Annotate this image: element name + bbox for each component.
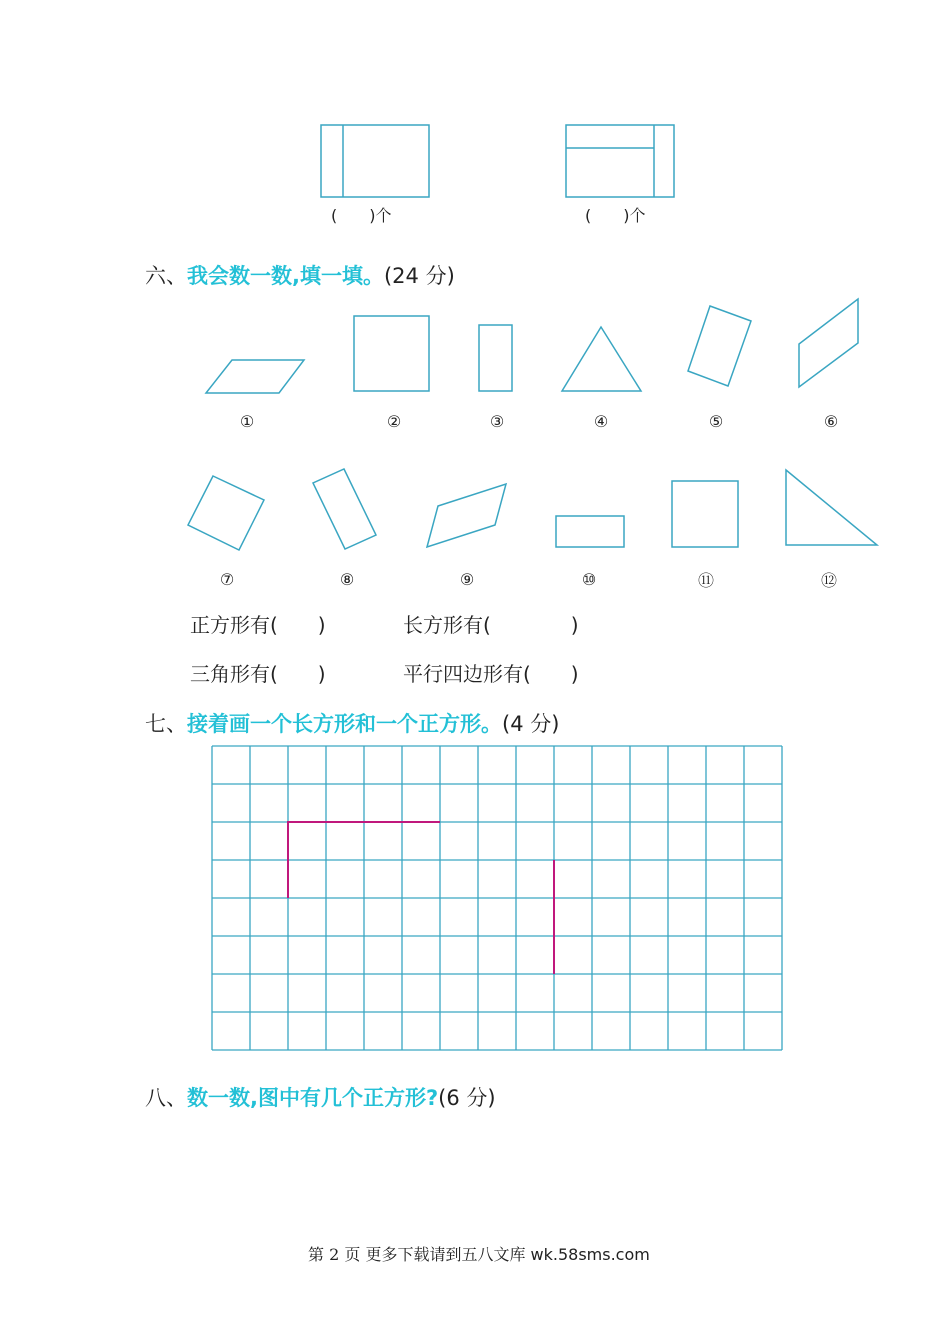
left-count-blank: ( )个 <box>331 206 392 225</box>
section8-heading <box>145 1082 496 1112</box>
section8-question: 数一数,图中有几个正方形? <box>187 1086 439 1110</box>
rectangle-answer[interactable]: 长方形有( ) <box>403 613 579 637</box>
shape-label-9: ⑨ <box>459 570 475 589</box>
section7-points: (4 分) <box>502 712 560 736</box>
section7-number: 七、 <box>145 712 187 736</box>
section8-points: (6 分) <box>438 1086 496 1110</box>
page-footer <box>308 1242 650 1265</box>
section6-points: (24 分) <box>383 264 455 288</box>
section7-question: 接着画一个长方形和一个正方形。 <box>187 712 502 736</box>
square-answer[interactable]: 正方形有( ) <box>190 613 326 637</box>
parallelogram-answer[interactable]: 平行四边形有( ) <box>403 662 579 686</box>
shape-label-3: ③ <box>489 412 505 431</box>
section6-number: 六、 <box>145 264 187 288</box>
shape-label-2: ② <box>386 412 402 431</box>
section6-question: 我会数一数,填一填。 <box>187 264 384 288</box>
shape-label-8: ⑧ <box>339 570 355 589</box>
shape-label-7: ⑦ <box>219 570 235 589</box>
shape-label-10: ⑩ <box>581 570 597 589</box>
section8-number: 八、 <box>145 1086 187 1110</box>
right-count-blank: ( )个 <box>585 206 646 225</box>
shape-label-11: ⑪ <box>697 571 714 590</box>
triangle-answer[interactable]: 三角形有( ) <box>190 662 326 686</box>
shape-label-12: ⑫ <box>820 571 837 590</box>
shape-label-4: ④ <box>593 412 609 431</box>
footer-text: 第 2 页 更多下载请到五八文库 <box>308 1245 531 1264</box>
shape-label-6: ⑥ <box>823 412 839 431</box>
footer-link[interactable]: wk.58sms.com <box>530 1245 650 1264</box>
shape-label-5: ⑤ <box>708 412 724 431</box>
shape-label-1: ① <box>239 412 255 431</box>
